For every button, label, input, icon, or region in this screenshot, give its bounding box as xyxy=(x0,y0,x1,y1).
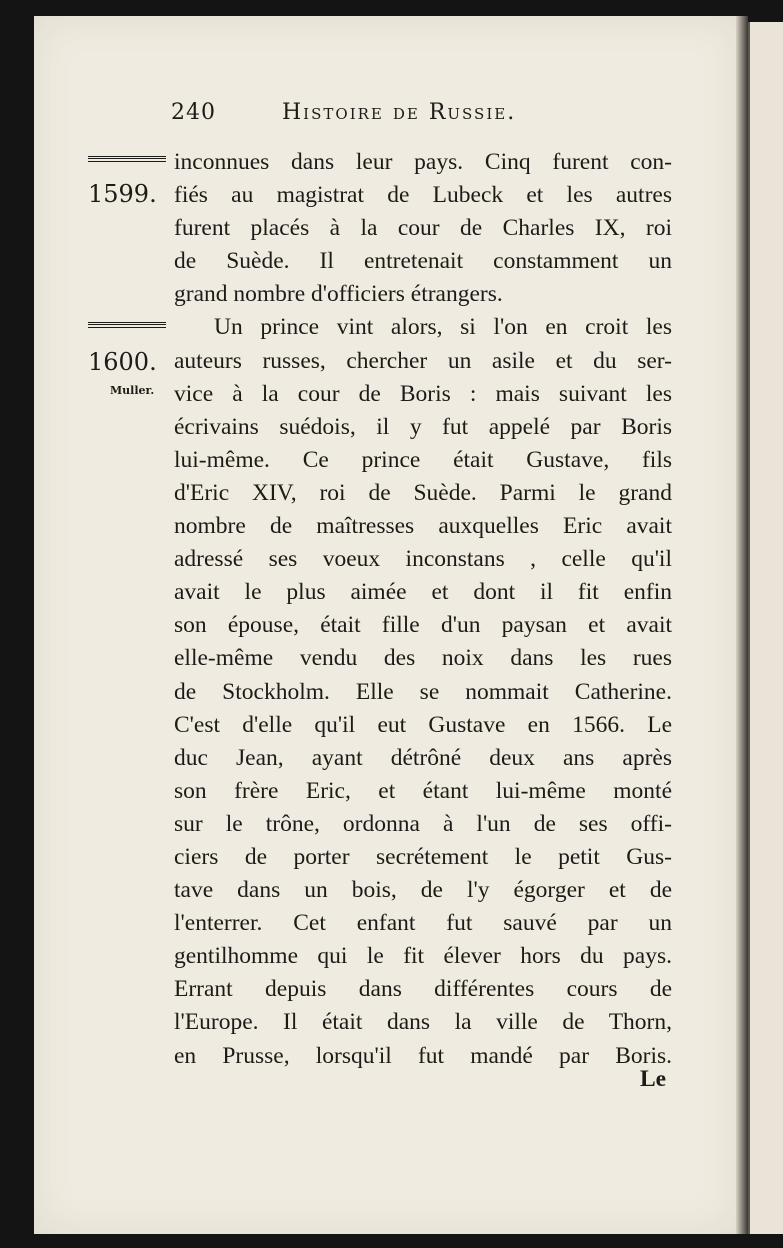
facing-page-edge xyxy=(748,22,783,1234)
text-line: fiés au magistrat de Lubeck et les autres xyxy=(174,182,672,209)
text-line: grand nombre d'officiers étrangers. xyxy=(174,281,503,308)
text-line: avait le plus aimée et dont il fit enfin xyxy=(174,579,672,606)
catchword: Le xyxy=(640,1066,667,1092)
margin-year: 1599. xyxy=(88,180,157,208)
text-line: l'Europe. Il était dans la ville de Thorn, xyxy=(174,1009,672,1036)
paragraph xyxy=(174,146,672,311)
text-line: écrivains suédois, il y fut appelé par Boris xyxy=(174,413,672,440)
margin-rule xyxy=(88,156,166,162)
text-line: Errant depuis dans différentes cours de xyxy=(174,976,672,1003)
text-line: adressé ses voeux inconstans , celle qu'il xyxy=(174,546,672,573)
text-line: ciers de porter secrétement le petit Gus- xyxy=(174,843,672,870)
margin-source-note: Muller. xyxy=(110,384,155,397)
margin-year: 1600. xyxy=(88,348,157,376)
page-gutter xyxy=(736,16,748,1234)
text-line: lui-même. Ce prince était Gustave, fils xyxy=(174,446,672,473)
text-line: de Suède. Il entretenait constamment un xyxy=(174,248,672,275)
text-line: son frère Eric, et étant lui-même monté xyxy=(174,777,672,804)
text-line: de Stockholm. Elle se nommait Catherine. xyxy=(174,678,672,705)
text-line: gentilhomme qui le fit élever hors du pays. xyxy=(174,943,672,970)
text-line: Un prince vint alors, si l'on en croit les xyxy=(214,314,672,341)
text-line: duc Jean, ayant détrôné deux ans après xyxy=(174,744,672,771)
text-line: elle-même vendu des noix dans les rues xyxy=(174,645,672,672)
text-line: son épouse, était fille d'un paysan et avait xyxy=(174,612,672,639)
text-line: vice à la cour de Boris : mais suivant les xyxy=(174,380,672,407)
body-text xyxy=(174,146,672,1073)
running-title: Histoire de Russie. xyxy=(282,100,517,125)
text-line: nombre de maîtresses auxquelles Eric avait xyxy=(174,513,672,540)
text-line: C'est d'elle qu'il eut Gustave en 1566. Le xyxy=(174,711,672,738)
text-line: auteurs russes, chercher un asile et du ser- xyxy=(174,347,672,374)
text-line: en Prusse, lorsqu'il fut mandé par Boris. xyxy=(174,1042,672,1069)
text-line: d'Eric XIV, roi de Suède. Parmi le grand xyxy=(174,479,672,506)
paragraph xyxy=(174,311,672,1072)
text-line: l'enterrer. Cet enfant fut sauvé par un xyxy=(174,910,672,937)
running-header xyxy=(171,100,516,125)
text-line: tave dans un bois, de l'y égorger et de xyxy=(174,877,672,904)
page-number: 240 xyxy=(171,100,216,125)
text-line: inconnues dans leur pays. Cinq furent con- xyxy=(174,149,672,175)
text-line: furent placés à la cour de Charles IX, roi xyxy=(174,215,672,242)
margin-rule xyxy=(88,322,166,328)
text-line: sur le trône, ordonna à l'un de ses offi- xyxy=(174,810,672,837)
